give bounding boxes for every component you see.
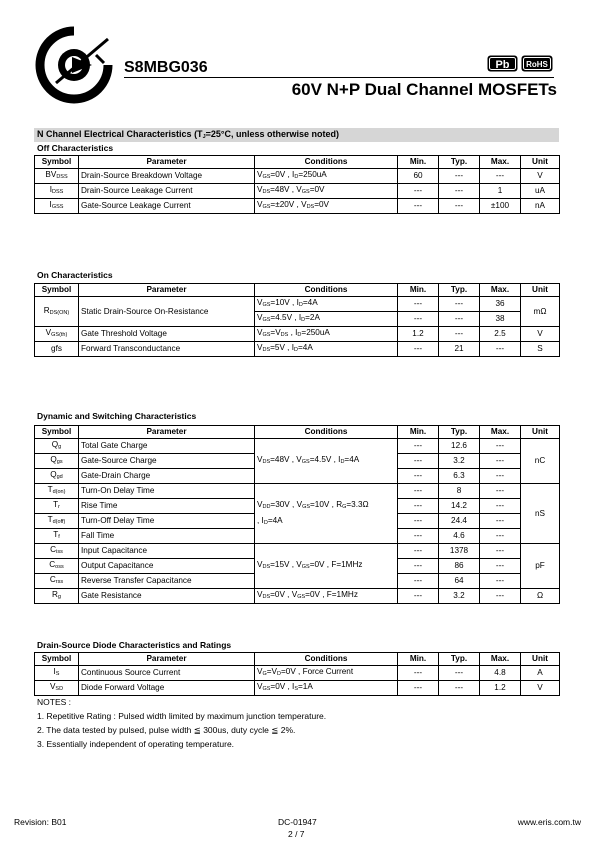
table-row [35,666,560,681]
table-cell: --- [398,529,439,544]
table-row [35,484,560,499]
footer-revision: Revision: B01 [14,817,67,827]
conditions-cell: $V_G=V_D=0V$ , Force Current [255,666,398,681]
table-cell: 12.6 [439,439,480,454]
diode-characteristics-table [34,652,560,696]
table-cell: Conditions [255,426,398,439]
table-cell: Max. [480,653,521,666]
pb-free-badge: Pb [495,59,510,71]
conditions-cell: $V_{DS}=15V$ , $V_{GS}=0V$ , F=1MHz [255,544,398,589]
table-cell: Forward Transconductance [79,342,255,357]
symbol-cell: $BV_{DSS}$ [35,169,79,184]
table-cell: Typ. [439,653,480,666]
table-cell: Parameter [79,426,255,439]
table-cell: 14.2 [439,499,480,514]
table-row [35,199,560,214]
table-cell: 38 [480,312,521,327]
table-cell: 64 [439,574,480,589]
table-cell: --- [398,469,439,484]
table-cell: --- [480,469,521,484]
table-cell: --- [398,439,439,454]
compliance-badges [487,55,553,72]
section-banner [34,128,559,142]
footer-document-code: DC-01947 [278,817,317,827]
dynamic-characteristics-heading: Dynamic and Switching Characteristics [37,411,197,421]
conditions-cell: $V_{DS}=5V$ , $I_D=4A$ [255,342,398,357]
table-row [35,327,560,342]
table-cell: --- [480,169,521,184]
table-cell: --- [439,327,480,342]
table-cell: ±100 [480,199,521,214]
table-row [35,544,560,559]
table-cell: Max. [480,156,521,169]
symbol-cell: $C_{oss}$ [35,559,79,574]
table-cell: --- [480,342,521,357]
table-cell: --- [439,184,480,199]
table-cell: --- [398,312,439,327]
off-characteristics-table [34,155,560,214]
table-cell: Typ. [439,284,480,297]
document-title: 60V N+P Dual Channel MOSFETs [291,80,557,99]
symbol-cell: $Q_{gd}$ [35,469,79,484]
table-cell: --- [480,589,521,604]
off-characteristics-heading: Off Characteristics [37,143,114,153]
table-cell: Gate-Source Charge [79,454,255,469]
table-cell: --- [398,297,439,312]
table-cell: Continuous Source Current [79,666,255,681]
symbol-cell: $T_f$ [35,529,79,544]
symbol-cell: $T_{d(on)}$ [35,484,79,499]
table-cell: Parameter [79,284,255,297]
conditions-cell: $V_{GS}=0V$ , $I_D=250uA$ [255,169,398,184]
table-cell: 4.6 [439,529,480,544]
table-cell: --- [398,666,439,681]
rohs-badge: RoHS [526,60,548,69]
table-cell: Conditions [255,284,398,297]
table-cell: --- [439,199,480,214]
table-cell: 6.3 [439,469,480,484]
table-cell: Gate Resistance [79,589,255,604]
table-cell: --- [398,199,439,214]
notes-heading: NOTES : [37,697,72,707]
part-number: S8MBG036 [124,59,208,76]
table-cell: Typ. [439,156,480,169]
note-item: 2. The data tested by pulsed, pulse width ≦ 300us, duty cycle ≦ 2%. [37,725,296,735]
table-cell: Gate Threshold Voltage [79,327,255,342]
table-row [35,589,560,604]
table-cell: Drain-Source Breakdown Voltage [79,169,255,184]
footer-page-number: 2 / 7 [288,829,305,839]
table-cell: 3.2 [439,454,480,469]
table-cell: 1.2 [398,327,439,342]
table-cell: Conditions [255,156,398,169]
table-cell: Min. [398,156,439,169]
conditions-cell: $V_{DS}=48V$ , $V_{GS}=4.5V$ , $I_D=4A$ [255,439,398,484]
table-cell: Min. [398,653,439,666]
table-cell: --- [480,529,521,544]
table-cell: --- [398,514,439,529]
table-cell: --- [480,559,521,574]
symbol-cell: $I_{GSS}$ [35,199,79,214]
table-cell: nA [521,199,560,214]
table-cell: 36 [480,297,521,312]
table-cell: Ω [521,589,560,604]
table-cell: --- [398,184,439,199]
table-cell: --- [480,574,521,589]
table-cell: Unit [521,284,560,297]
table-cell: 3.2 [439,589,480,604]
table-cell: --- [398,574,439,589]
table-cell: 60 [398,169,439,184]
table-header-row [35,284,560,297]
symbol-cell: $V_{GS(th)}$ [35,327,79,342]
table-row [35,169,560,184]
table-cell: Fall Time [79,529,255,544]
table-cell: nS [521,484,560,544]
table-cell: Parameter [79,653,255,666]
table-cell: Static Drain-Source On-Resistance [79,297,255,327]
table-cell: Turn-On Delay Time [79,484,255,499]
on-characteristics-heading: On Characteristics [37,270,113,280]
dynamic-characteristics-table [34,425,560,604]
table-cell: Unit [521,156,560,169]
table-cell: Max. [480,284,521,297]
table-cell: Symbol [35,653,79,666]
table-cell: V [521,169,560,184]
symbol-cell: $I_{DSS}$ [35,184,79,199]
table-cell: 24.4 [439,514,480,529]
table-cell: A [521,666,560,681]
table-cell: --- [398,559,439,574]
table-cell: 21 [439,342,480,357]
table-cell: --- [398,499,439,514]
banner-text: N Channel Electrical Characteristics ($T_J=25^\circ C$, unless otherwise noted) [37,129,340,140]
table-row [35,439,560,454]
on-characteristics-table [34,283,560,357]
symbol-cell: $T_r$ [35,499,79,514]
table-cell: Unit [521,426,560,439]
symbol-cell: $I_S$ [35,666,79,681]
conditions-cell: $V_{DD}=30V$ , $V_{GS}=10V$ , $R_G=3.3\Omega$ , $I_D=4A$ [255,484,398,544]
table-cell: --- [480,484,521,499]
conditions-cell: $V_{GS}=V_{DS}$ , $I_D=250uA$ [255,327,398,342]
table-cell: --- [439,297,480,312]
table-cell: Input Capacitance [79,544,255,559]
table-cell: Conditions [255,653,398,666]
table-cell: Gate-Drain Charge [79,469,255,484]
table-cell: --- [439,666,480,681]
table-cell: --- [398,342,439,357]
table-cell: --- [480,439,521,454]
table-cell: --- [398,454,439,469]
table-cell: --- [439,681,480,696]
table-header-row [35,426,560,439]
table-cell: 86 [439,559,480,574]
table-cell: Symbol [35,426,79,439]
table-cell: 1 [480,184,521,199]
table-cell: Drain-Source Leakage Current [79,184,255,199]
table-cell: S [521,342,560,357]
table-cell: Min. [398,426,439,439]
table-cell: Typ. [439,426,480,439]
conditions-cell: $V_{GS}=10V$ , $I_D=4A$ [255,297,398,312]
conditions-cell: $V_{GS}=\pm 20V$ , $V_{DS}=0V$ [255,199,398,214]
table-cell: V [521,327,560,342]
footer-website: www.eris.com.tw [517,817,581,827]
table-cell: Output Capacitance [79,559,255,574]
symbol-cell: $C_{rss}$ [35,574,79,589]
table-cell: --- [398,681,439,696]
table-header-row [35,156,560,169]
symbol-cell: $V_{SD}$ [35,681,79,696]
table-cell: --- [480,454,521,469]
symbol-cell: $C_{iss}$ [35,544,79,559]
note-item: 1. Repetitive Rating : Pulsed width limited by maximum junction temperature. [37,711,327,721]
table-cell: uA [521,184,560,199]
symbol-cell: $Q_{gs}$ [35,454,79,469]
table-cell: 1378 [439,544,480,559]
table-cell: Rise Time [79,499,255,514]
conditions-cell: $V_{DS}=48V$ , $V_{GS}=0V$ [255,184,398,199]
table-cell: Unit [521,653,560,666]
conditions-cell: $V_{GS}=4.5V$ , $I_D=2A$ [255,312,398,327]
table-cell: Parameter [79,156,255,169]
table-cell: Turn-Off Delay Time [79,514,255,529]
conditions-cell: $V_{GS}=0V$ , $I_S=1A$ [255,681,398,696]
note-item: 3. Essentially independent of operating temperature. [37,739,235,749]
symbol-cell: $R_{DS(ON)}$ [35,297,79,327]
table-cell: --- [439,312,480,327]
table-cell: --- [398,589,439,604]
conditions-cell: $V_{DS}=0V$ , $V_{GS}=0V$ , F=1MHz [255,589,398,604]
symbol-cell: $Q_g$ [35,439,79,454]
table-cell: Max. [480,426,521,439]
table-cell: --- [480,499,521,514]
symbol-cell: $R_g$ [35,589,79,604]
table-cell: --- [398,484,439,499]
table-cell: --- [439,169,480,184]
table-cell: Diode Forward Voltage [79,681,255,696]
table-cell: Min. [398,284,439,297]
table-cell: Reverse Transfer Capacitance [79,574,255,589]
table-cell: nC [521,439,560,484]
table-cell: --- [480,544,521,559]
table-header-row [35,653,560,666]
table-cell: pF [521,544,560,589]
table-cell: Total Gate Charge [79,439,255,454]
table-cell: Symbol [35,156,79,169]
table-cell: --- [480,514,521,529]
table-cell: mΩ [521,297,560,327]
symbol-cell: $T_{d(off)}$ [35,514,79,529]
header-divider [124,77,554,78]
table-row [35,184,560,199]
company-logo [34,25,114,105]
table-cell: --- [398,544,439,559]
table-cell: 8 [439,484,480,499]
table-row [35,681,560,696]
table-cell: 4.8 [480,666,521,681]
table-row [35,342,560,357]
diode-characteristics-heading: Drain-Source Diode Characteristics and Ratings [37,640,232,650]
table-row [35,297,560,312]
table-cell: 1.2 [480,681,521,696]
table-cell: Gate-Source Leakage Current [79,199,255,214]
table-cell: Symbol [35,284,79,297]
table-cell: 2.5 [480,327,521,342]
table-cell: V [521,681,560,696]
symbol-cell: gfs [35,342,79,357]
